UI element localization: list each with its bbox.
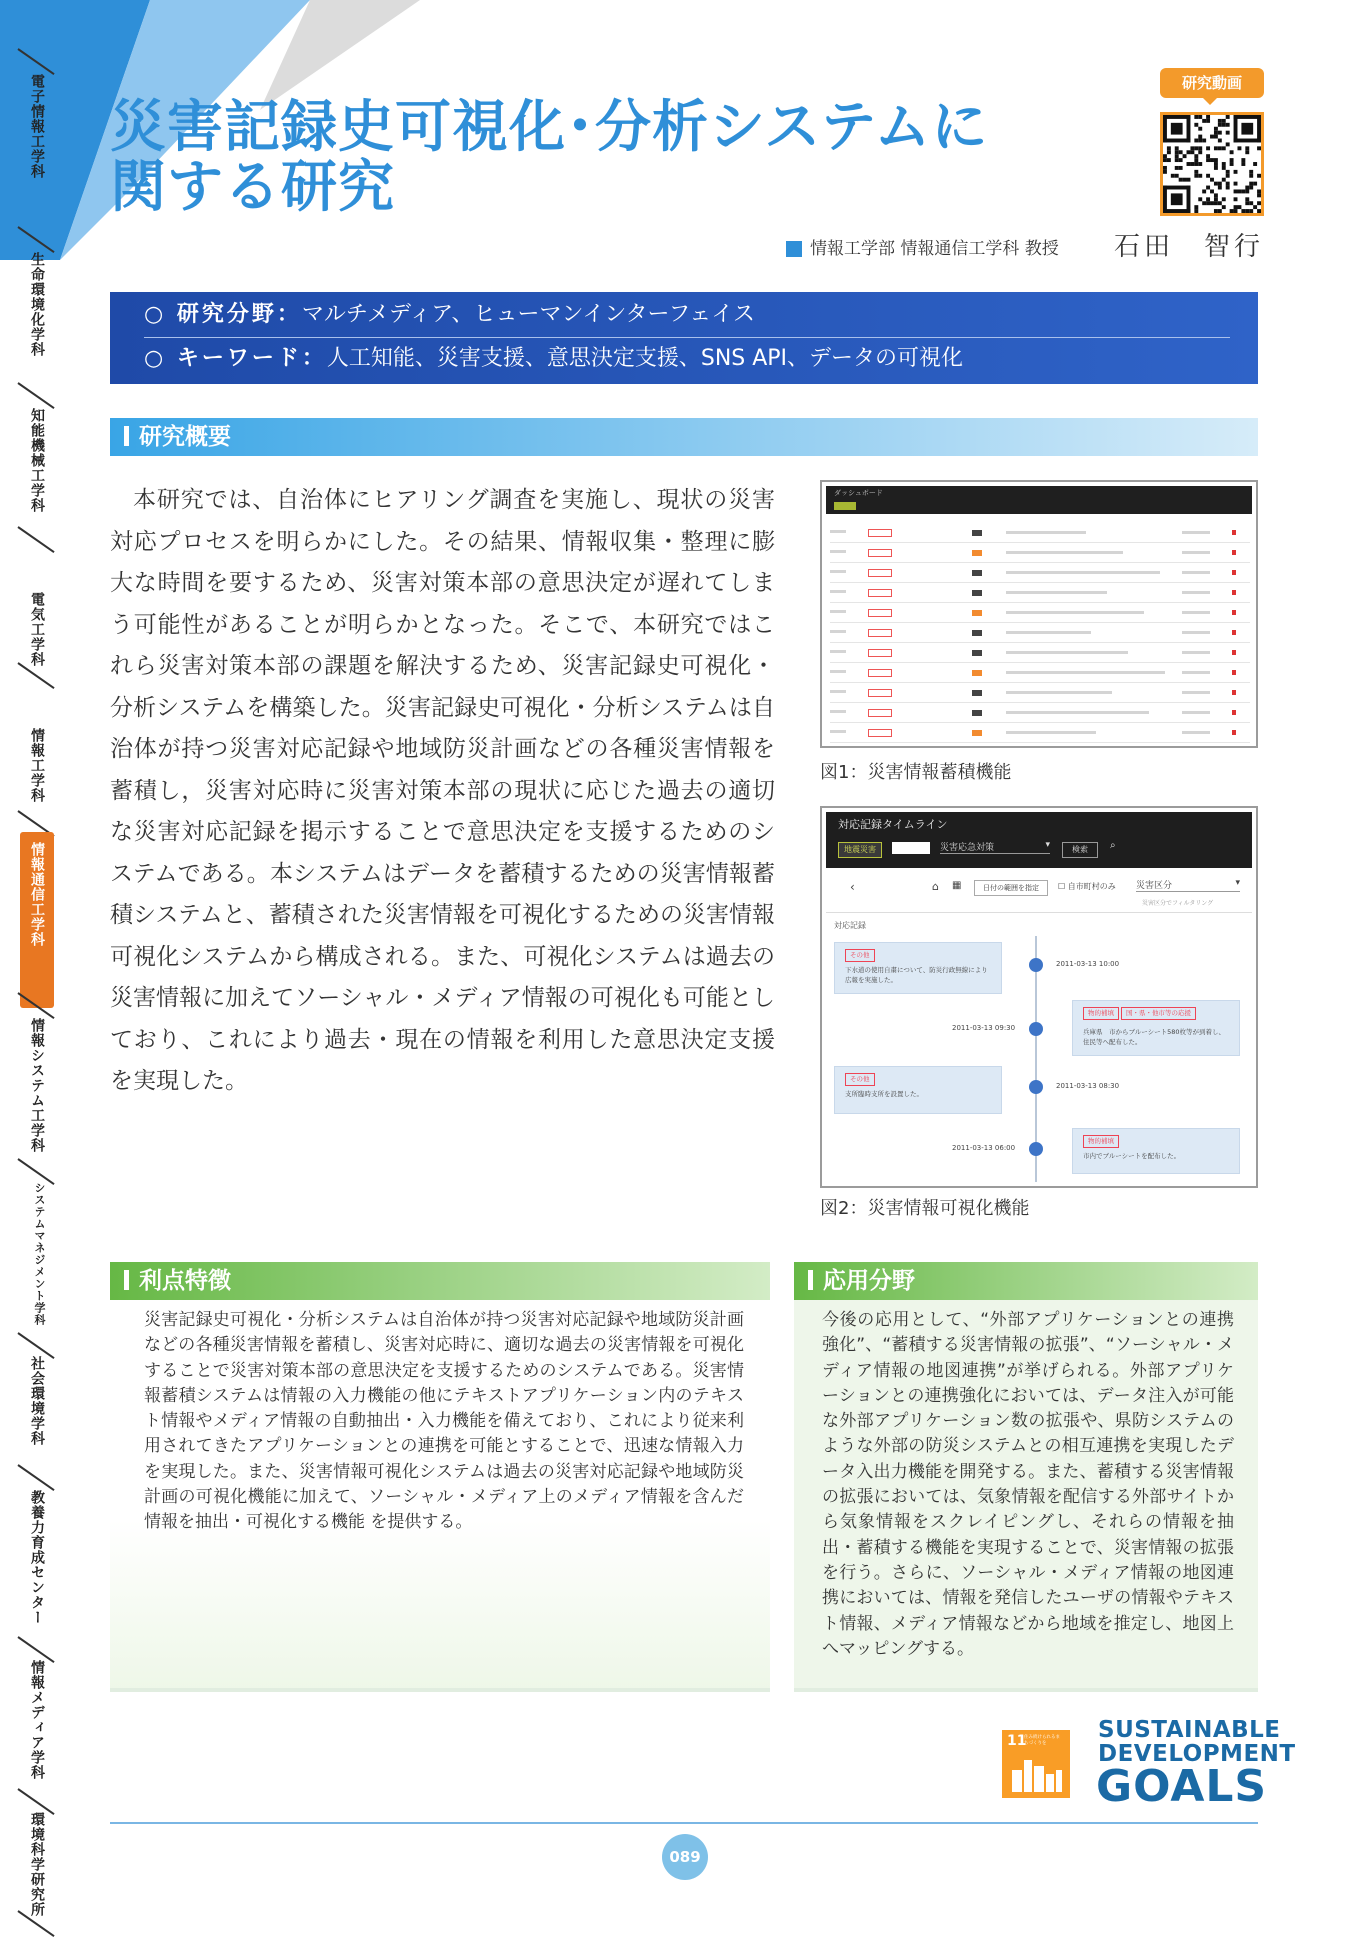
- dashboard-tag: [868, 609, 892, 617]
- delete-icon[interactable]: [1232, 730, 1236, 735]
- chevron-down-icon: ▾: [1045, 840, 1050, 850]
- dashboard-tag: [868, 569, 892, 577]
- dashboard-row-divider: [830, 642, 1250, 643]
- sidebar-item-electronics[interactable]: 電子情報工学科: [29, 74, 45, 179]
- research-video-label[interactable]: 研究動画: [1160, 68, 1264, 98]
- timeline-title: 対応記録タイムライン: [838, 818, 948, 831]
- page-number: 089: [662, 1834, 708, 1880]
- delete-icon[interactable]: [1232, 570, 1236, 575]
- dashboard-tag: [868, 649, 892, 657]
- sidebar-item-information[interactable]: 情報工学科: [29, 728, 45, 803]
- dashboard-text: [1006, 671, 1165, 674]
- timeline-filter-bar: [826, 872, 1252, 913]
- author-name: 石田 智行: [1114, 232, 1265, 262]
- dashboard-date: [830, 730, 846, 733]
- dashboard-status: [972, 730, 982, 736]
- dashboard-tag: [868, 629, 892, 637]
- advantages-heading: 利点特徴: [110, 1262, 770, 1300]
- search-icon[interactable]: ⌕: [1110, 840, 1116, 851]
- timeline-time: 2011-03-13 06:00: [952, 1144, 1016, 1152]
- timeline-card[interactable]: その他 支所臨時支所を設置した。: [834, 1066, 1002, 1114]
- sidebar-item-mechanical[interactable]: 知能機械工学科: [29, 408, 45, 513]
- timeline-time: 2011-03-13 08:30: [1056, 1082, 1120, 1090]
- records-label: 対応記録: [834, 921, 866, 930]
- sidebar-item-liberal-arts[interactable]: 教養力育成センター: [29, 1490, 45, 1625]
- dashboard-text: [1006, 731, 1096, 734]
- figure-2-caption: 図2：災害情報可視化機能: [820, 1198, 1030, 1219]
- sidebar-item-info-systems[interactable]: 情報システム工学科: [29, 1018, 45, 1153]
- sidebar-item-info-comm[interactable]: 情報通信工学科: [0, 832, 62, 1008]
- overview-heading: 研究概要: [110, 418, 1258, 456]
- category-hint: 災害区分でフィルタリング: [1142, 900, 1214, 907]
- applications-body: 今後の応用として、“外部アプリケーションとの連携強化”、“蓄積する災害情報の拡張”、“ソーシャル・メディア情報の地図連携”が挙げられる。外部アプリケーションとの連携強化においては、データ注入が可能な外部アプリケーション数の拡張や、県防システムのような外部の防災システムとの相互連携を実現したデータ入出力機能を開発する。また、蓄積する災害情報の拡張においては、気象情報を配信する外部サイトから気象情報をスクレイピングし、それらの情報を抽出・蓄積する機能を実現することで、災害情報の拡張を行う。さらに、ソーシャル・メディア情報の地図連携においては、情報を発信したユーザの情報やテキスト情報、メディア情報などから地域を推定し、地図上へマッピングする。: [822, 1310, 1234, 1659]
- dashboard-text: [1006, 611, 1144, 614]
- dashboard-date: [830, 650, 846, 653]
- dashboard-row-divider: [830, 602, 1250, 603]
- dashboard-date: [830, 570, 846, 573]
- dashboard-org: [1182, 531, 1210, 534]
- dashboard-row-divider: [830, 582, 1250, 583]
- dashboard-tag: [868, 529, 892, 537]
- dashboard-row-divider: [830, 742, 1250, 743]
- timeline-card[interactable]: 物的補填 国・県・他市等の応援 兵庫県 市からブルーシート580枚等が到着し、住民等へ配布した。: [1072, 1000, 1240, 1056]
- sidebar-item-life-env[interactable]: 生命環境化学科: [29, 252, 45, 357]
- dashboard-status: [972, 590, 982, 596]
- dashboard-row-divider: [830, 702, 1250, 703]
- phase-select[interactable]: 災害応急対策 ▾: [940, 840, 1050, 853]
- sidebar-item-env-institute[interactable]: 環境科学研究所: [29, 1812, 45, 1917]
- dashboard-status: [972, 550, 982, 556]
- figure-1-caption: 図1：災害情報蓄積機能: [820, 762, 1012, 783]
- dashboard-row-divider: [830, 682, 1250, 683]
- dashboard-date: [830, 590, 846, 593]
- dashboard-org: [1182, 591, 1210, 594]
- author-department: 情報工学部 情報通信工学科 教授: [810, 239, 1059, 259]
- sidebar-item-media[interactable]: 情報メディア学科: [29, 1660, 45, 1780]
- dashboard-status: [972, 530, 982, 536]
- dashboard-text: [1006, 591, 1107, 594]
- dashboard-org: [1182, 731, 1210, 734]
- department-sidebar: [0, 40, 62, 1917]
- dashboard-org: [1182, 671, 1210, 674]
- timeline-dot[interactable]: [1029, 1022, 1043, 1036]
- dashboard-tag: [868, 709, 892, 717]
- dashboard-date: [830, 550, 846, 553]
- qr-code-icon: [1163, 115, 1261, 213]
- dashboard-text: [1006, 651, 1128, 654]
- keywords-row: [144, 344, 963, 374]
- timeline-toolbar: [826, 812, 1252, 868]
- city-icon: [1002, 1730, 1070, 1798]
- timeline-time: 2011-03-13 10:00: [1056, 960, 1120, 968]
- dashboard-date: [830, 630, 846, 633]
- dashboard-text: [1006, 571, 1160, 574]
- dashboard-date: [830, 530, 846, 533]
- delete-icon[interactable]: [1232, 610, 1236, 615]
- overview-body: 本研究では、自治体にヒアリング調査を実施し、現状の災害対応プロセスを明らかにした。その結果、情報収集・整理に膨大な時間を要するため、災害対策本部の意思決定が遅れてしまう可能性があることが明らかとなった。そこで、本研究ではこれら災害対策本部の課題を解決するため、災害記録史可視化・分析システムを構築した。災害記録史可視化・分析システムは自治体が持つ災害対応記録や地域防災計画などの各種災害情報を蓄積し，災害対応時に災害対策本部の現状に応じた過去の適切な災害対応記録を掲示することで意思決定を支援するためのシステムである。本システムはデータを蓄積するための災害情報蓄積システムと、蓄積された災害情報を可視化するための災害情報可視化システムから構成される。また、可視化システムは過去の災害情報に加えてソーシャル・メディア情報の可視化も可能としており、これにより過去・現在の情報を利用した意思決定支援を実現した。: [110, 487, 775, 1094]
- keywords-label: ○ キーワード：: [144, 346, 327, 371]
- dashboard-org: [1182, 631, 1210, 634]
- date-range-button[interactable]: 日付の範囲を指定: [974, 880, 1048, 896]
- dashboard-row-divider: [830, 662, 1250, 663]
- author-marker: [786, 241, 802, 257]
- applications-heading: 応用分野: [794, 1262, 1258, 1300]
- dashboard-status: [972, 710, 982, 716]
- dashboard-status: [972, 630, 982, 636]
- delete-icon[interactable]: [1232, 590, 1236, 595]
- dashboard-text: [1006, 531, 1086, 534]
- dashboard-text: [1006, 631, 1091, 634]
- back-icon[interactable]: ‹: [850, 880, 855, 894]
- research-field-value: マルチメディア、ヒューマンインターフェイス: [301, 302, 756, 327]
- dashboard-text: [1006, 691, 1112, 694]
- delete-icon[interactable]: [1232, 710, 1236, 715]
- dashboard-row-divider: [830, 562, 1250, 563]
- keywords-value: 人工知能、災害支援、意思決定支援、SNS API、データの可視化: [326, 346, 964, 371]
- dashboard-org: [1182, 651, 1210, 654]
- dashboard-org: [1182, 711, 1210, 714]
- figure-2-timeline: [820, 806, 1258, 1188]
- dashboard-row-divider: [830, 622, 1250, 623]
- chevron-down-icon: ▾: [1235, 878, 1240, 888]
- timeline-card[interactable]: 物的補填 市内でブルーシートを配布した。: [1072, 1128, 1240, 1174]
- dashboard-org: [1182, 571, 1210, 574]
- timeline-time: 2011-03-13 09:30: [952, 1024, 1016, 1032]
- delete-icon[interactable]: [1232, 550, 1236, 555]
- delete-icon[interactable]: [1232, 670, 1236, 675]
- keywords-divider: [144, 337, 1230, 338]
- own-municipality-checkbox[interactable]: ☐ 自市町村のみ: [1058, 882, 1116, 891]
- delete-icon[interactable]: [1232, 690, 1236, 695]
- dashboard-org: [1182, 611, 1210, 614]
- sdg-11-badge: 11 住み続けられるまちづくりを: [1002, 1730, 1070, 1798]
- dashboard-row-divider: [830, 542, 1250, 543]
- qr-label-pointer: [1202, 97, 1218, 105]
- dashboard-text: [1006, 551, 1123, 554]
- research-field-label: ○ 研究分野：: [144, 302, 302, 327]
- dashboard-tag: [868, 589, 892, 597]
- dashboard-tag: [868, 669, 892, 677]
- delete-icon[interactable]: [1232, 650, 1236, 655]
- delete-icon[interactable]: [1232, 630, 1236, 635]
- grid-icon[interactable]: ▦: [952, 880, 962, 891]
- dashboard-org: [1182, 691, 1210, 694]
- timeline-dot[interactable]: [1029, 1142, 1043, 1156]
- dashboard-status: [972, 650, 982, 656]
- timeline-dot[interactable]: [1029, 1080, 1043, 1094]
- dashboard-status: [972, 690, 982, 696]
- dashboard-date: [830, 710, 846, 713]
- category-select[interactable]: 災害区分 ▾: [1136, 878, 1240, 891]
- dashboard-status: [972, 610, 982, 616]
- sdgs-title-line-3: GOALS: [1096, 1761, 1268, 1812]
- qr-code[interactable]: [1160, 112, 1264, 216]
- dashboard-date: [830, 610, 846, 613]
- dashboard-date: [830, 690, 846, 693]
- timeline-dot[interactable]: [1029, 958, 1043, 972]
- dashboard-tag: [868, 549, 892, 557]
- dashboard-tag: [868, 729, 892, 737]
- disaster-mode-button[interactable]: 地震災害: [838, 842, 882, 858]
- dashboard-status: [972, 670, 982, 676]
- dashboard-row-divider: [830, 722, 1250, 723]
- sidebar-item-system-management[interactable]: システムマネジメント学科: [33, 1182, 46, 1326]
- timeline-input[interactable]: [892, 842, 930, 854]
- home-icon[interactable]: ⌂: [932, 880, 939, 893]
- advantages-body: 災害記録史可視化・分析システムは自治体が持つ災害対応記録や地域防災計画などの各種災害情報を蓄積し、災害対応時に、適切な過去の災害情報を可視化することで災害対策本部の意思決定を支援するためのシステムである。災害情報蓄積システムは情報の入力機能の他にテキストアプリケーション内のテキスト情報やメディア情報の自動抽出・入力機能を備えており、これにより従来利用されてきたアプリケーションとの連携を可能とすることで、迅速な情報入力を実現した。また、災害情報可視化システムは過去の災害対応記録や地域防災計画の可視化機能に加えて、ソーシャル・メディア上のメディア情報を含んだ情報を抽出・可視化する機能 を提供する。: [144, 1310, 744, 1533]
- title-line-1: 災害記録史可視化･分析システムに: [110, 95, 989, 160]
- dashboard-header: ダッシュボード: [826, 486, 1252, 514]
- sidebar-item-electrical[interactable]: 電気工学科: [29, 592, 45, 667]
- keywords-box: [110, 292, 1258, 384]
- dashboard-tag: [868, 689, 892, 697]
- dashboard-org: [1182, 551, 1210, 554]
- sdgs-title-line-2: DEVELOPMENT: [1098, 1741, 1296, 1767]
- figure-1-dashboard: [820, 480, 1258, 748]
- sidebar-item-social-env[interactable]: 社会環境学科: [29, 1356, 45, 1446]
- dashboard-text: [1006, 711, 1149, 714]
- dashboard-status: [972, 570, 982, 576]
- dashboard-date: [830, 670, 846, 673]
- title-line-2: 関する研究: [110, 155, 395, 220]
- footer-divider: [110, 1822, 1258, 1824]
- search-button[interactable]: 検索: [1062, 842, 1098, 858]
- timeline-card[interactable]: その他 下水道の使用自粛について、防災行政無線により広報を実施した。: [834, 942, 1002, 994]
- research-field-row: [144, 300, 755, 330]
- sdgs-title-line-1: SUSTAINABLE: [1098, 1717, 1281, 1743]
- delete-icon[interactable]: [1232, 530, 1236, 535]
- page-title: [110, 95, 1030, 220]
